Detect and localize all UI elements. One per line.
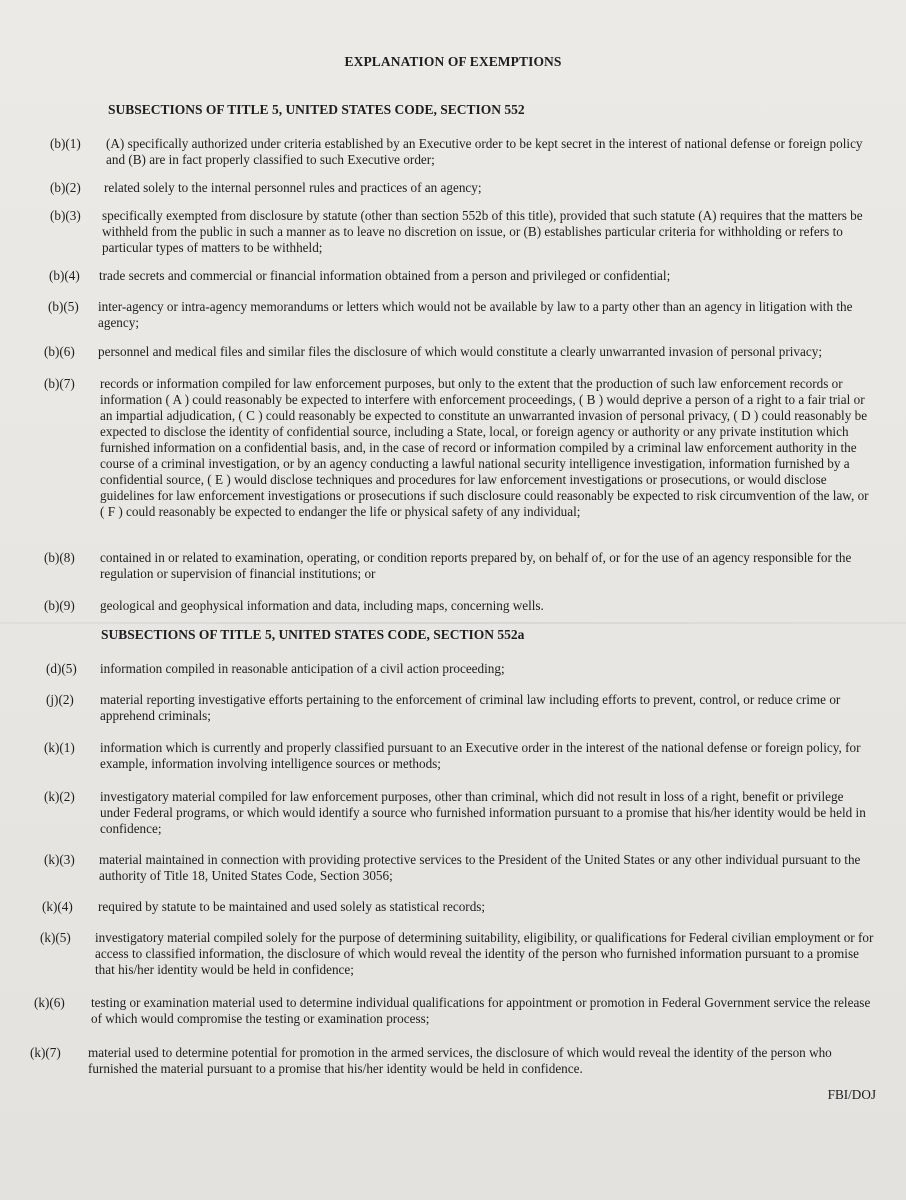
- section-552a-heading: SUBSECTIONS OF TITLE 5, UNITED STATES CODE, SECTION 552a: [101, 627, 525, 642]
- exemption-code: (b)(4): [49, 268, 80, 283]
- exemption-text: information which is currently and properly classified pursuant to an Executive order in the interest of the national defense or foreign policy, for example, information involving intelligence sources or methods;: [100, 740, 861, 771]
- exemption-code: (b)(3): [50, 208, 81, 223]
- exemption-code: (k)(5): [40, 930, 71, 945]
- exemption-text: personnel and medical files and similar files the disclosure of which would constitute a clearly unwarranted invasion of personal privacy;: [98, 344, 822, 359]
- exemption-text: (A) specifically authorized under criteria established by an Executive order to be kept secret in the interest of national defense or foreign policy and (B) are in fact properly classified to such Executive order;: [106, 136, 863, 167]
- exemption-text: specifically exempted from disclosure by statute (other than section 552b of this title), provided that such statute (A) requires that the matters be withheld from the public in such a manner as to leave no discretion on issue, or (B) establishes particular criteria for withholding or refers to particular types of matters to be withheld;: [102, 208, 863, 255]
- exemption-code: (k)(3): [44, 852, 75, 867]
- exemption-code: (b)(9): [44, 598, 75, 613]
- exemption-text: geological and geophysical information and data, including maps, concerning wells.: [100, 598, 544, 613]
- exemption-text: inter-agency or intra-agency memorandums or letters which would not be available by law to a party other than an agency in litigation with the agency;: [98, 299, 853, 330]
- exemption-text: contained in or related to examination, operating, or condition reports prepared by, on behalf of, or for the use of an agency responsible for the regulation or supervision of financial institutions; or: [100, 550, 852, 581]
- exemption-code: (b)(7): [44, 376, 75, 391]
- document-title: EXPLANATION OF EXEMPTIONS: [344, 54, 562, 69]
- exemption-code: (b)(1): [50, 136, 81, 151]
- exemption-text: material reporting investigative efforts pertaining to the enforcement of criminal law including efforts to prevent, control, or reduce crime or apprehend criminals;: [100, 692, 841, 723]
- exemption-code: (k)(6): [34, 995, 65, 1010]
- exemption-text: investigatory material compiled for law enforcement purposes, other than criminal, which did not result in loss of a right, benefit or privilege under Federal programs, or which would identify a source who furnished information pursuant to a promise that his/her identity would be held in confidence;: [100, 789, 866, 836]
- section-552-heading: SUBSECTIONS OF TITLE 5, UNITED STATES CODE, SECTION 552: [108, 102, 525, 117]
- exemption-text: investigatory material compiled solely for the purpose of determining suitability, eligibility, or qualifications for Federal civilian employment or for access to classified information, the disclosure of which would reveal the identity of the person who furnished information pursuant to a promise that his/her identity would be held in confidence;: [95, 930, 874, 977]
- exemption-text: testing or examination material used to determine individual qualifications for appointment or promotion in Federal Government service the release of which would compromise the testing or examination process;: [91, 995, 871, 1026]
- exemption-code: (d)(5): [46, 661, 77, 676]
- agency-footer: FBI/DOJ: [827, 1087, 876, 1102]
- exemption-text: related solely to the internal personnel rules and practices of an agency;: [104, 180, 482, 195]
- exemption-code: (k)(4): [42, 899, 73, 914]
- exemption-text: required by statute to be maintained and used solely as statistical records;: [98, 899, 486, 914]
- exemption-text: trade secrets and commercial or financial information obtained from a person and privileged or confidential;: [99, 268, 671, 283]
- exemption-code: (b)(2): [50, 180, 81, 195]
- exemption-code: (k)(7): [30, 1045, 61, 1060]
- exemption-text: material maintained in connection with providing protective services to the President of the United States or any other individual pursuant to the authority of Title 18, United States Code, Section 3056;: [99, 852, 861, 883]
- exemption-text: material used to determine potential for promotion in the armed services, the disclosure of which would reveal the identity of the person who furnished the material pursuant to a promise that his/her identity would be held in confidence.: [88, 1045, 832, 1076]
- exemption-code: (b)(8): [44, 550, 75, 565]
- exemption-code: (b)(5): [48, 299, 79, 314]
- paper-fold-line: [0, 622, 906, 624]
- exemption-code: (j)(2): [46, 692, 74, 707]
- exemption-code: (k)(1): [44, 740, 75, 755]
- exemption-text: records or information compiled for law enforcement purposes, but only to the extent that the production of such law enforcement records or information ( A ) could reasonably be expected to interfere with enforcement proceedings, ( B ) would deprive a person of a right to a fair trial or an impartial adjudication, ( C ) could reasonably be expected to constitute an unwarranted invasion of personal privacy, ( D ) could reasonably be expected to disclose the identity of confidential source, including a State, local, or foreign agency or authority or any private institution which furnished information on a confidential basis, and, in the case of record or information compiled by a criminal law enforcement authority in the course of a criminal investigation, or by an agency conducting a lawful national security intelligence investigation, information furnished by a confidential source, ( E ) would disclose techniques and procedures for law enforcement investigations or prosecutions, or would disclose guidelines for law enforcement investigations or prosecutions if such disclosure could reasonably be expected to risk circumvention of the law, or ( F ) could reasonably be expected to endanger the life or physical safety of any individual;: [100, 376, 869, 519]
- exemption-code: (b)(6): [44, 344, 75, 359]
- exemption-code: (k)(2): [44, 789, 75, 804]
- exemption-text: information compiled in reasonable anticipation of a civil action proceeding;: [100, 661, 505, 676]
